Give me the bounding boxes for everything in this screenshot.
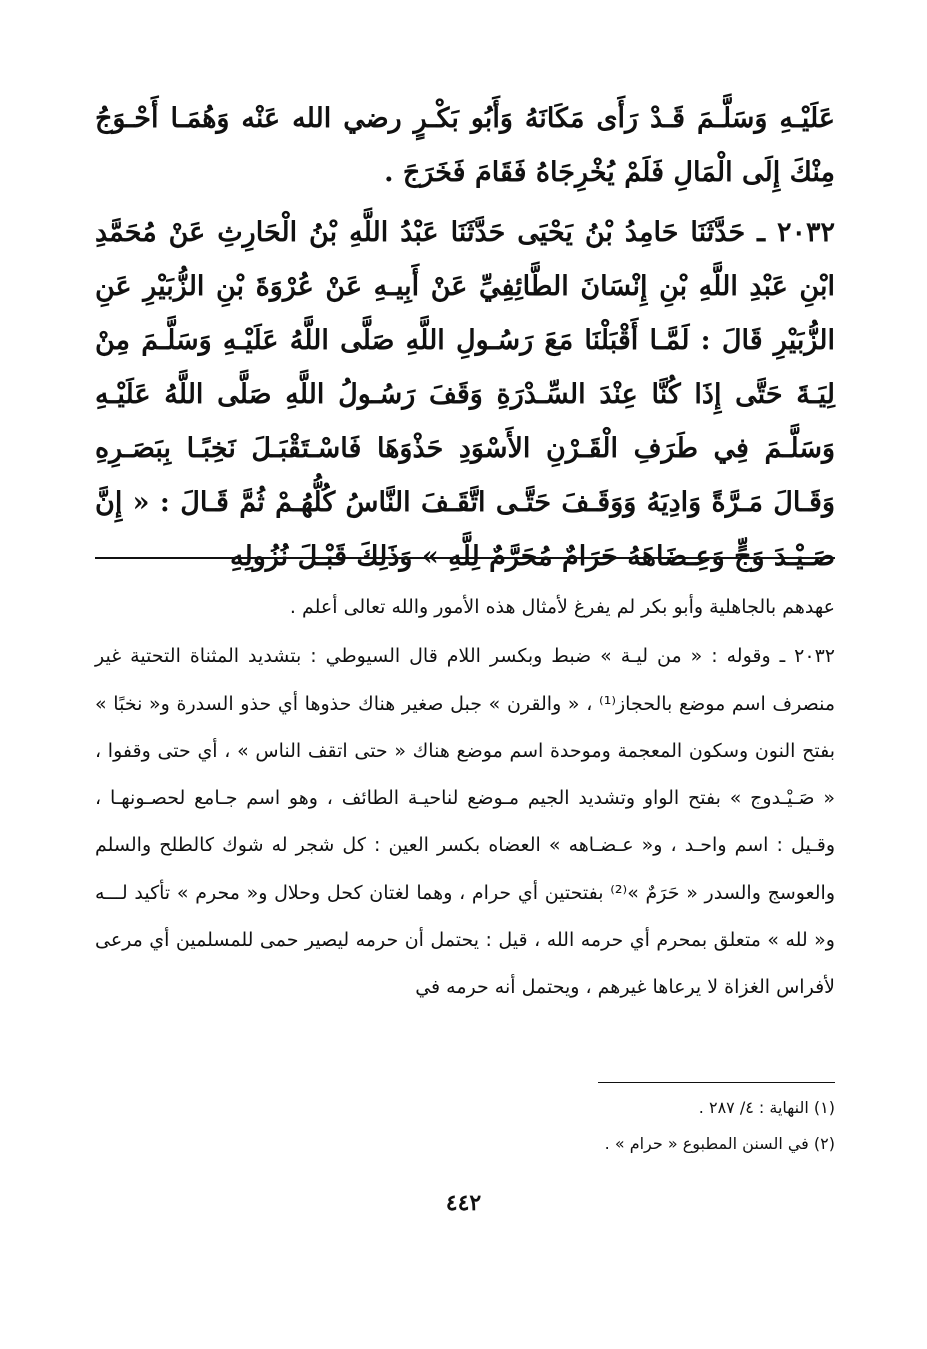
footnote-separator: [598, 1082, 835, 1083]
footnote-2: (٢) في السنن المطبوع « حرام » .: [604, 1134, 835, 1153]
separator-line: [95, 557, 835, 559]
hadith-2032: ٢٠٣٢ ـ حَدَّثَنَا حَامِدُ بْنُ يَحْيَى حَدَّثَنَا عَبْدُ اللَّهِ بْنُ الْحَارِثِ عَنْ مُحَمَّدِ ابْنِ عَبْدِ اللَّهِ بْنِ إِنْسَانَ الطَّائِفِيِّ عَنْ أَبِيـهِ عَنْ عُرْوَةَ بْنِ الزُّبَيْرِ عَنِ الزُّبَيْرِ قَالَ : لَمَّـا أَقْبَلْنَا مَعَ رَسُـولِ اللَّهِ صَلَّى اللَّهُ عَلَيْـهِ وَسَلَّـمَ مِنْ لِيَـةَ حَتَّى إِذَا كُنَّا عِنْدَ السِّـدْرَةِ وَقَفَ رَسُـولُ اللَّهِ صَلَّى اللَّهُ عَلَيْـهِ وَسَلَّـمَ فِي طَرَفِ الْقَـرْنِ الأَسْوَدِ حَذْوَهَا فَاسْـتَقْبَـلَ نَخِبًـا بِبَصَـرِهِ وَقَـالَ مَـرَّةً وَادِيَهُ وَوَقَـفَ حَتَّـى اتَّقَـفَ النَّاسُ كُلُّهُـمْ ثُمَّ قَـالَ : « إِنَّ صَـيْـدَ وَجٍّ وَعِـضَاهَهُ حَرَامٌ مُحَرَّمٌ لِلَّهِ » وَذَلِكَ قَبْـلَ نُزُولِهِ: [95, 217, 835, 572]
commentary-2032: ٢٠٣٢ ـ وقوله : « من ليـة » ضبط وبكسر اللام قال السيوطي : بتشديد المثناة التحتية غير منصرف اسم موضع بالحجاز⁽¹⁾ ، « والقرن » جبل صغير هناك حذوها أي حذو السدرة و« نخبًا » بفتح النون وسكون المعجمة وموحدة اسم موضع هناك « حتى اتقف الناس » ، أي حتى وقفوا ، « صَـيْـدوج » بفتح الواو وتشديد الجيم مـوضع لناحيـة الطائف ، وهو اسم جـامع لحصـونهـا ، وقـيل : اسم واحـد ، و« عـضـاهه » العضاه بكسر العين : كل شجر له شوك كالطلح والسلم والعوسج والسدر « حَرَمٌ »⁽²⁾ بفتحتين أي حرام ، وهما لغتان كحل وحلال و« محرم » تأكيد لـــه و« لله » متعلق بمحرم أي حرمه الله ، قيل : يحتمل أن حرمه ليصير حمى للمسلمين أي مرعى لأفراس الغزاة لا يرعاها غيرهم ، ويحتمل أنه حرمه في: [95, 645, 835, 999]
footnote-1: (١) النهاية : ٤/ ٢٨٧ .: [698, 1098, 835, 1117]
page-number: ٤٤٢: [445, 1190, 482, 1216]
commentary-intro: عهدهم بالجاهلية وأبو بكر لم يفرغ لأمثال هذه الأمور والله تعالى أعلم .: [289, 596, 835, 618]
hadith-text: [95, 92, 835, 584]
commentary: [95, 584, 835, 1012]
hadith-continuation: عَلَيْـهِ وَسَلَّـمَ قَـدْ رَأَى مَكَانَهُ وَأَبُو بَكْـرٍ رضي الله عَنْه وَهُمَـا أَحْـوَجُ مِنْكَ إِلَى الْمَالِ فَلَمْ يُخْرِجَاهُ فَقَامَ فَخَرَجَ .: [95, 103, 835, 188]
footnotes: [95, 1090, 835, 1162]
